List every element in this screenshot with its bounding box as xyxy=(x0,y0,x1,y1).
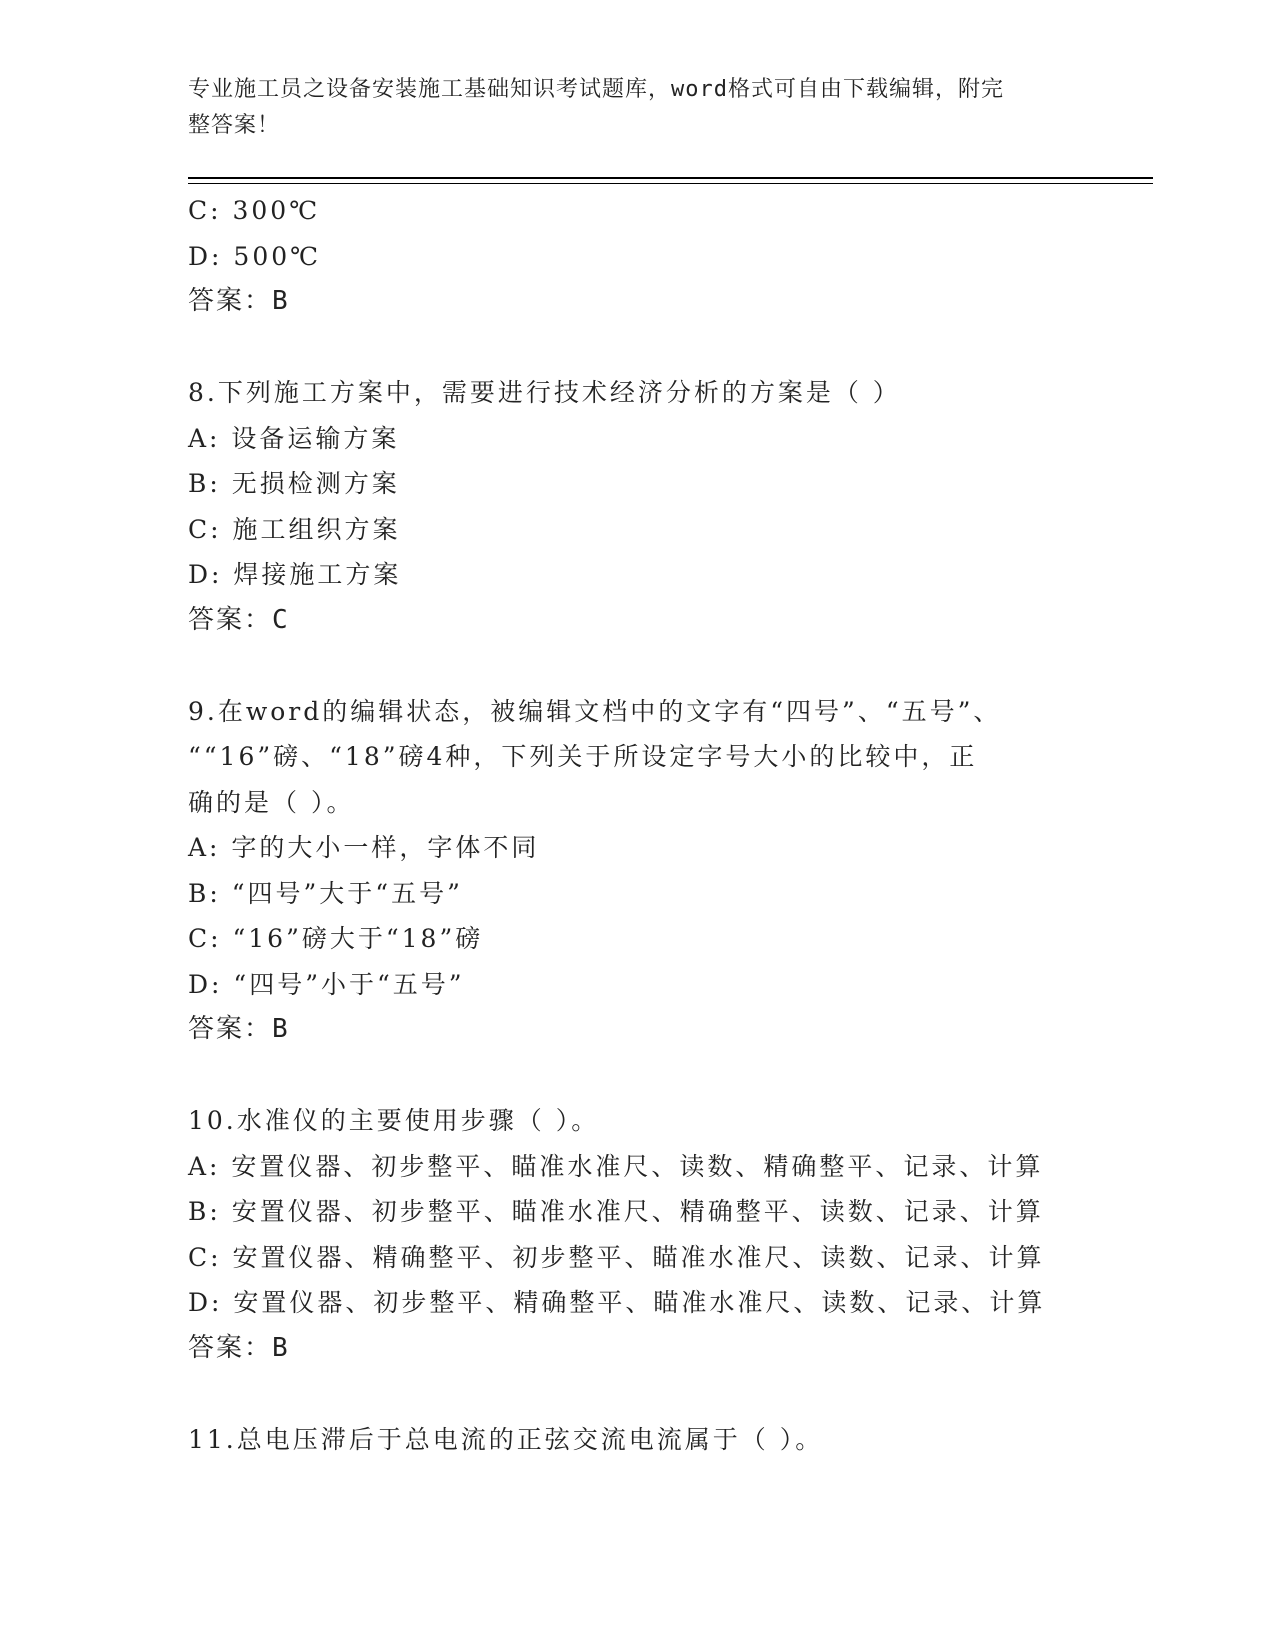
question-8-stem: 8.下列施工方案中，需要进行技术经济分析的方案是（ ） xyxy=(188,378,901,407)
question-9-stem-line-2: ““16”磅、“18”磅4种，下列关于所设定字号大小的比较中，正 xyxy=(188,742,978,771)
question-8-option-c: C: 施工组织方案 xyxy=(188,514,401,544)
header-line-2: 整答案！ xyxy=(188,113,281,138)
question-10-answer: 答案：B xyxy=(188,1332,290,1363)
spacer xyxy=(188,643,1068,689)
question-10-option-c: C: 安置仪器、精确整平、初步整平、瞄准水准尺、读数、记录、计算 xyxy=(188,1242,1045,1272)
question-8-answer: 答案：C xyxy=(188,604,290,635)
question-9-answer: 答案：B xyxy=(188,1014,290,1044)
question-9-option-a: A: 字的大小一样，字体不同 xyxy=(188,833,540,862)
question-9-stem-line-3: 确的是（ ）。 xyxy=(188,787,355,817)
question-9-option-d: D: “四号”小于“五号” xyxy=(188,969,465,999)
spacer xyxy=(188,325,1068,371)
question-10-option-d: D: 安置仪器、初步整平、精确整平、瞄准水准尺、读数、记录、计算 xyxy=(188,1288,1046,1317)
question-10-stem: 10.水准仪的主要使用步骤（ ）。 xyxy=(188,1106,600,1135)
question-8-option-b: B: 无损检测方案 xyxy=(188,469,400,498)
spacer xyxy=(188,1053,1068,1099)
prev-question-answer: 答案：B xyxy=(188,286,290,316)
prev-question-option-c: C: 300℃ xyxy=(188,196,321,225)
spacer xyxy=(188,1371,1068,1417)
question-9-option-b: B: “四号”大于“五号” xyxy=(188,878,463,908)
question-10-option-a: A: 安置仪器、初步整平、瞄准水准尺、读数、精确整平、记录、计算 xyxy=(188,1151,1044,1181)
header-rule-thick xyxy=(188,177,1153,179)
question-9-stem-line-1: 9.在word的编辑状态，被编辑文档中的文字有“四号”、“五号”、 xyxy=(188,696,1002,726)
prev-question-option-d: D: 500℃ xyxy=(188,241,322,271)
question-content xyxy=(188,188,1068,1462)
header-rule-thin xyxy=(188,183,1153,184)
header-line-1: 专业施工员之设备安装施工基础知识考试题库，word格式可自由下载编辑，附完 xyxy=(188,77,1004,102)
question-9-option-c: C: “16”磅大于“18”磅 xyxy=(188,924,484,953)
question-8-option-a: A: 设备运输方案 xyxy=(188,423,400,453)
question-11-stem: 11.总电压滞后于总电流的正弦交流电流属于（ ）。 xyxy=(188,1424,824,1454)
question-8-option-d: D: 焊接施工方案 xyxy=(188,560,402,589)
question-10-option-b: B: 安置仪器、初步整平、瞄准水准尺、精确整平、读数、记录、计算 xyxy=(188,1197,1044,1226)
document-header xyxy=(188,72,1068,144)
